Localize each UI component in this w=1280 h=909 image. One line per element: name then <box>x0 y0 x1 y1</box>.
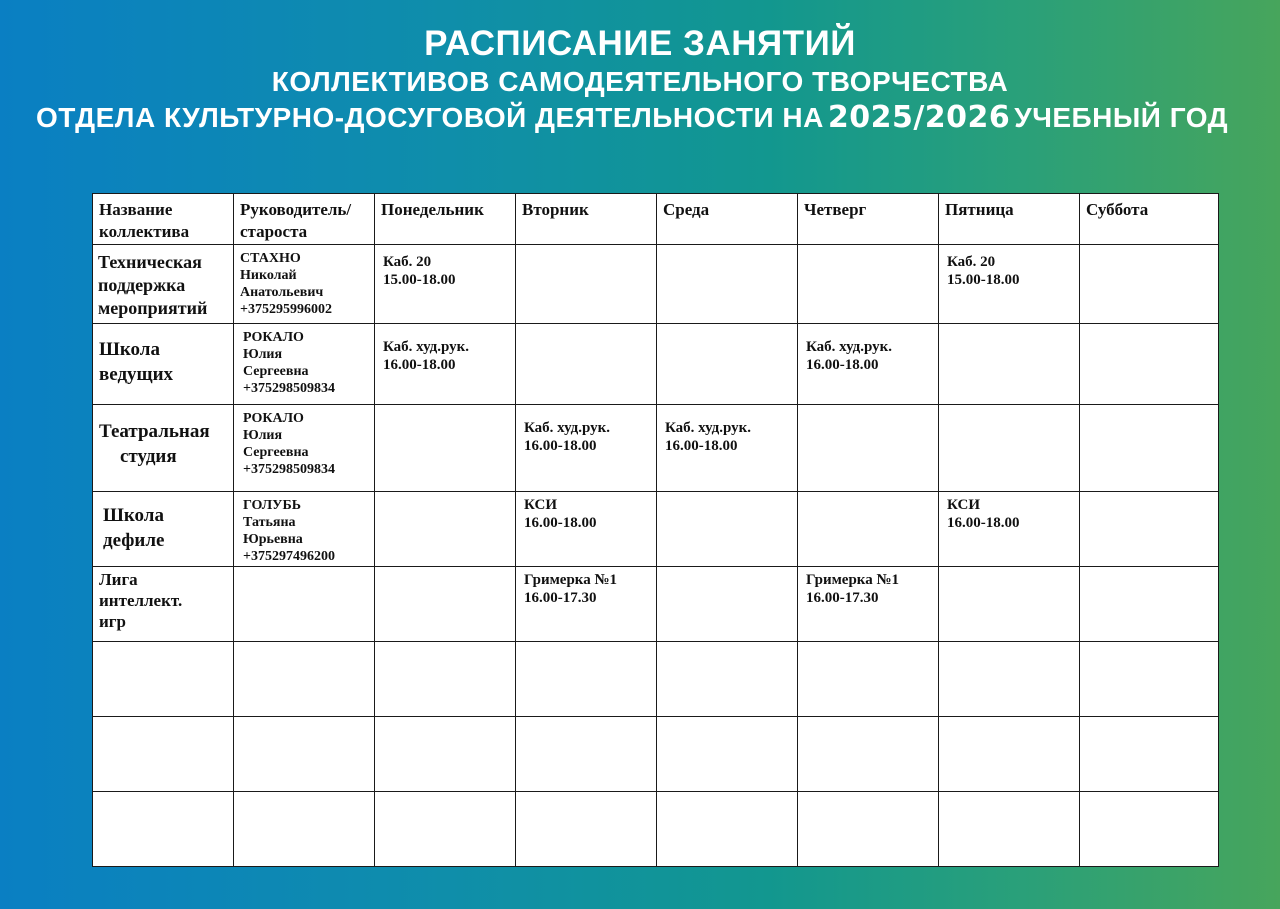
slot-time: 16.00-17.30 <box>524 590 597 606</box>
slot-time: 16.00-18.00 <box>524 438 597 454</box>
empty-cell <box>516 642 657 717</box>
col-header-leader <box>234 194 375 245</box>
slot-room: Каб. 20 <box>947 254 996 270</box>
thursday-cell <box>798 567 939 642</box>
empty-cell <box>234 717 375 792</box>
empty-table-row <box>93 717 1219 792</box>
wednesday-cell <box>657 567 798 642</box>
thursday-cell <box>798 245 939 324</box>
leader-patronymic: Анатольевич <box>240 285 324 300</box>
empty-cell <box>375 642 516 717</box>
schedule-title: РАСПИСАНИЕ ЗАНЯТИЙ <box>424 24 856 63</box>
leader-surname: ГОЛУБЬ <box>243 498 301 513</box>
empty-cell <box>657 792 798 867</box>
empty-table-row <box>93 642 1219 717</box>
table-header-row <box>93 194 1219 245</box>
empty-cell <box>234 792 375 867</box>
col-header-group-name <box>93 194 234 245</box>
schedule-subtitle: КОЛЛЕКТИВОВ САМОДЕЯТЕЛЬНОГО ТВОРЧЕСТВА <box>271 66 1009 97</box>
group-name-line: Школа <box>99 339 160 360</box>
slot-time: 16.00-18.00 <box>383 357 456 373</box>
wednesday-cell <box>657 492 798 567</box>
empty-cell <box>939 642 1080 717</box>
leader-cell <box>234 324 375 405</box>
table-row <box>93 567 1219 642</box>
empty-cell <box>93 717 234 792</box>
leader-first-name: Татьяна <box>243 515 296 530</box>
tuesday-cell <box>516 492 657 567</box>
leader-first-name: Юлия <box>243 428 283 443</box>
schedule-subtitle-year-line <box>36 100 1228 135</box>
leader-first-name: Николай <box>240 268 297 283</box>
table-row <box>93 245 1219 324</box>
slot-time: 15.00-18.00 <box>383 272 456 288</box>
empty-cell <box>375 717 516 792</box>
leader-cell <box>234 245 375 324</box>
friday-cell <box>939 567 1080 642</box>
friday-cell <box>939 245 1080 324</box>
empty-cell <box>234 642 375 717</box>
tuesday-cell <box>516 567 657 642</box>
empty-cell <box>798 717 939 792</box>
empty-cell <box>657 642 798 717</box>
empty-cell <box>375 792 516 867</box>
col-header-thursday: Четверг <box>798 194 939 245</box>
group-name-cell <box>93 567 234 642</box>
group-name-line: студия <box>120 446 177 467</box>
monday-cell <box>375 492 516 567</box>
group-name-line: Театральная <box>99 421 210 442</box>
table-row <box>93 492 1219 567</box>
saturday-cell <box>1080 567 1219 642</box>
col-header-text: коллектива <box>99 222 190 241</box>
friday-cell <box>939 492 1080 567</box>
empty-cell <box>93 792 234 867</box>
monday-cell <box>375 567 516 642</box>
empty-cell <box>1080 792 1219 867</box>
col-header-monday: Понедельник <box>375 194 516 245</box>
empty-cell <box>1080 642 1219 717</box>
leader-phone: +375298509834 <box>243 462 335 477</box>
group-name-cell <box>93 492 234 567</box>
group-name-line: Лига <box>99 570 138 589</box>
saturday-cell <box>1080 405 1219 492</box>
group-name-line: Школа <box>103 505 164 526</box>
slot-time: 15.00-18.00 <box>947 272 1020 288</box>
slot-room: Каб. худ.рук. <box>665 420 752 436</box>
leader-patronymic: Юрьевна <box>243 532 303 547</box>
saturday-cell <box>1080 492 1219 567</box>
saturday-cell <box>1080 245 1219 324</box>
empty-cell <box>516 717 657 792</box>
wednesday-cell <box>657 405 798 492</box>
thursday-cell <box>798 405 939 492</box>
slot-room: Каб. худ.рук. <box>383 339 470 355</box>
empty-cell <box>939 717 1080 792</box>
tuesday-cell <box>516 405 657 492</box>
monday-cell <box>375 405 516 492</box>
leader-first-name: Юлия <box>243 347 283 362</box>
thursday-cell <box>798 492 939 567</box>
empty-cell <box>798 792 939 867</box>
col-header-text: староста <box>240 222 308 241</box>
leader-cell <box>234 492 375 567</box>
slot-room: КСИ <box>947 497 981 513</box>
leader-patronymic: Сергеевна <box>243 364 309 379</box>
saturday-cell <box>1080 324 1219 405</box>
leader-surname: РОКАЛО <box>243 411 304 426</box>
leader-cell <box>234 567 375 642</box>
slot-time: 16.00-18.00 <box>806 357 879 373</box>
leader-surname: РОКАЛО <box>243 330 304 345</box>
wednesday-cell <box>657 245 798 324</box>
group-name-line: ведущих <box>99 364 174 385</box>
slot-room: КСИ <box>524 497 558 513</box>
col-header-text: Название <box>99 200 173 219</box>
leader-phone: +375297496200 <box>243 549 335 564</box>
slot-room: Каб. худ.рук. <box>524 420 611 436</box>
group-name-line: поддержка <box>98 275 186 295</box>
subtitle-prefix: ОТДЕЛА КУЛЬТУРНО-ДОСУГОВОЙ ДЕЯТЕЛЬНОСТИ НА <box>36 102 824 133</box>
empty-table-row <box>93 792 1219 867</box>
table-row <box>93 324 1219 405</box>
thursday-cell <box>798 324 939 405</box>
slot-time: 16.00-18.00 <box>665 438 738 454</box>
schedule-table <box>92 193 1219 867</box>
empty-cell <box>516 792 657 867</box>
empty-cell <box>1080 717 1219 792</box>
leader-phone: +375295996002 <box>240 302 332 317</box>
monday-cell <box>375 324 516 405</box>
empty-cell <box>939 792 1080 867</box>
group-name-cell <box>93 245 234 324</box>
group-name-cell <box>93 405 234 492</box>
leader-cell <box>234 405 375 492</box>
empty-cell <box>798 642 939 717</box>
subtitle-suffix: УЧЕБНЫЙ ГОД <box>1014 102 1229 133</box>
slot-room: Каб. 20 <box>383 254 432 270</box>
empty-cell <box>93 642 234 717</box>
slot-room: Гримерка №1 <box>524 572 618 588</box>
tuesday-cell <box>516 245 657 324</box>
tuesday-cell <box>516 324 657 405</box>
group-name-line: интеллект. <box>99 591 183 610</box>
leader-phone: +375298509834 <box>243 381 335 396</box>
slot-room: Гримерка №1 <box>806 572 900 588</box>
col-header-tuesday: Вторник <box>516 194 657 245</box>
leader-surname: СТАХНО <box>240 251 301 266</box>
friday-cell <box>939 324 1080 405</box>
col-header-saturday: Суббота <box>1080 194 1219 245</box>
group-name-line: Техническая <box>98 252 202 272</box>
col-header-text: Руководитель/ <box>240 200 352 219</box>
monday-cell <box>375 245 516 324</box>
table-row <box>93 405 1219 492</box>
friday-cell <box>939 405 1080 492</box>
col-header-wednesday: Среда <box>657 194 798 245</box>
slot-room: Каб. худ.рук. <box>806 339 893 355</box>
slot-time: 16.00-18.00 <box>947 515 1020 531</box>
academic-year: 2025/2026 <box>827 100 1011 135</box>
col-header-friday: Пятница <box>939 194 1080 245</box>
group-name-line: мероприятий <box>98 298 208 318</box>
slot-time: 16.00-17.30 <box>806 590 879 606</box>
wednesday-cell <box>657 324 798 405</box>
group-name-line: дефиле <box>103 530 165 551</box>
empty-cell <box>657 717 798 792</box>
group-name-line: игр <box>99 612 126 631</box>
group-name-cell <box>93 324 234 405</box>
slot-time: 16.00-18.00 <box>524 515 597 531</box>
leader-patronymic: Сергеевна <box>243 445 309 460</box>
